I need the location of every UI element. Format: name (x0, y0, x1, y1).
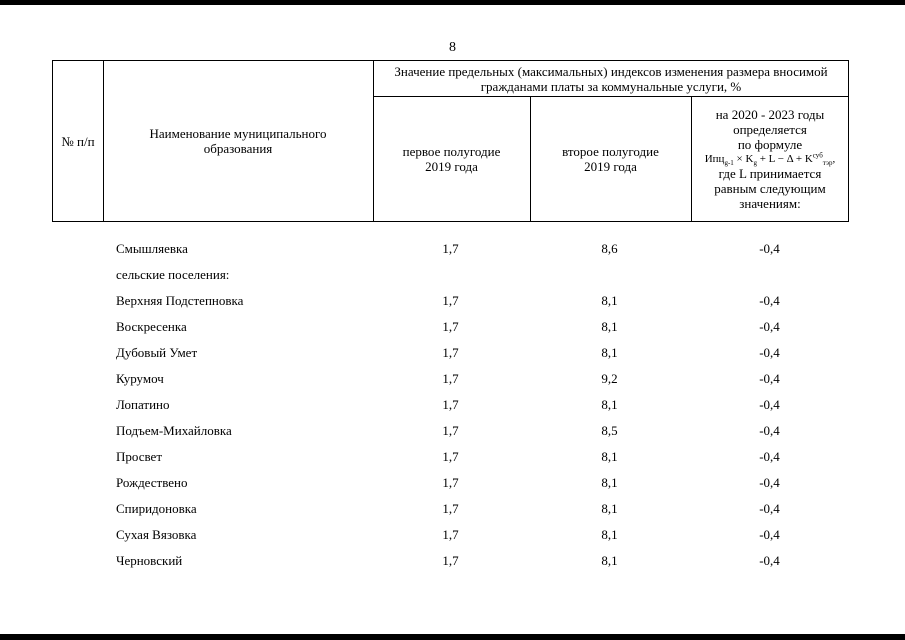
header-col3-line: где L принимается (718, 165, 822, 181)
value-second-half: 8,1 (601, 553, 618, 568)
header-col3-line: определяется (733, 121, 807, 137)
municipality-name: Спиридоновка (116, 501, 197, 516)
value-first-half: 1,7 (442, 527, 459, 542)
formula-superscript: суб (812, 150, 823, 159)
value-first-half: 1,7 (442, 449, 459, 464)
table-row (52, 418, 849, 444)
table-row (52, 236, 849, 262)
header-col3-line: на 2020 - 2023 годы (715, 106, 825, 122)
formula-subscript: тэр (822, 158, 833, 167)
value-second-half: 8,6 (601, 241, 618, 256)
value-l-coefficient: -0,4 (759, 241, 780, 256)
table-row (52, 340, 849, 366)
table-body (52, 236, 849, 574)
value-l-coefficient: -0,4 (759, 293, 780, 308)
table-header (52, 60, 849, 222)
table-row (52, 314, 849, 340)
header-col-second-half: второе полугодие 2019 года (562, 143, 659, 174)
header-name: Наименование муниципального образования (149, 126, 327, 156)
table-row (52, 392, 849, 418)
formula-part: Ипц (704, 152, 725, 165)
page-frame-top (0, 0, 905, 5)
header-col3-line: значениям: (739, 195, 801, 211)
value-l-coefficient: -0,4 (759, 423, 780, 438)
table-row (52, 262, 849, 288)
table-row (52, 366, 849, 392)
value-second-half: 8,1 (601, 527, 618, 542)
value-second-half: 9,2 (601, 371, 618, 386)
value-second-half: 8,1 (601, 397, 618, 412)
value-second-half: 8,1 (601, 475, 618, 490)
value-l-coefficient: -0,4 (759, 449, 780, 464)
header-group: Значение предельных (максимальных) индексов изменения размера вносимой гражданами платы за коммунальные услуги, % (394, 63, 828, 94)
section-label: сельские поселения: (116, 267, 230, 282)
value-second-half: 8,1 (601, 319, 618, 334)
value-second-half: 8,1 (601, 293, 618, 308)
value-l-coefficient: -0,4 (759, 527, 780, 542)
header-num: № п/п (61, 133, 95, 149)
table-row (52, 548, 849, 574)
municipality-name: Черновский (116, 553, 183, 568)
value-first-half: 1,7 (442, 319, 459, 334)
municipality-name: Сухая Вязовка (116, 527, 197, 542)
formula-part: × K (733, 152, 754, 165)
value-l-coefficient: -0,4 (759, 475, 780, 490)
value-l-coefficient: -0,4 (759, 345, 780, 360)
value-first-half: 1,7 (442, 475, 459, 490)
header-col-first-half: первое полугодие 2019 года (402, 143, 501, 174)
value-first-half: 1,7 (442, 345, 459, 360)
municipality-name: Курумоч (116, 371, 164, 386)
value-first-half: 1,7 (442, 553, 459, 568)
value-l-coefficient: -0,4 (759, 553, 780, 568)
municipality-name: Подъем-Михайловка (116, 423, 232, 438)
municipality-name: Дубовый Умет (116, 345, 198, 360)
header-col-2020-2023 (691, 96, 849, 221)
header-col3-line: равным следующим (714, 180, 826, 196)
value-second-half: 8,1 (601, 345, 618, 360)
formula-subscript: g (753, 158, 757, 167)
value-first-half: 1,7 (442, 501, 459, 516)
value-l-coefficient: -0,4 (759, 319, 780, 334)
value-first-half: 1,7 (442, 241, 459, 256)
municipality-name: Лопатино (116, 397, 170, 412)
header-col3-line: по формуле (737, 136, 803, 152)
value-second-half: 8,5 (601, 423, 618, 438)
value-l-coefficient: -0,4 (759, 397, 780, 412)
table-row (52, 288, 849, 314)
table-row (52, 444, 849, 470)
formula-part: + L − Δ + K (756, 152, 813, 165)
value-second-half: 8,1 (601, 501, 618, 516)
formula-subscript: g-1 (724, 158, 734, 167)
table-row (52, 522, 849, 548)
value-first-half: 1,7 (442, 293, 459, 308)
value-l-coefficient: -0,4 (759, 371, 780, 386)
municipality-name: Воскресенка (116, 319, 187, 334)
formula-part: , (832, 152, 836, 165)
municipality-name: Просвет (116, 449, 162, 464)
table-row (52, 470, 849, 496)
table-row (52, 496, 849, 522)
municipality-name: Смышляевка (116, 241, 188, 256)
value-first-half: 1,7 (442, 371, 459, 386)
page-frame-bottom (0, 634, 905, 640)
value-first-half: 1,7 (442, 423, 459, 438)
page-number: 8 (449, 40, 456, 55)
municipality-name: Верхняя Подстепновка (116, 293, 244, 308)
municipality-name: Рождествено (116, 475, 188, 490)
header-formula (705, 152, 836, 166)
value-l-coefficient: -0,4 (759, 501, 780, 516)
value-first-half: 1,7 (442, 397, 459, 412)
value-second-half: 8,1 (601, 449, 618, 464)
